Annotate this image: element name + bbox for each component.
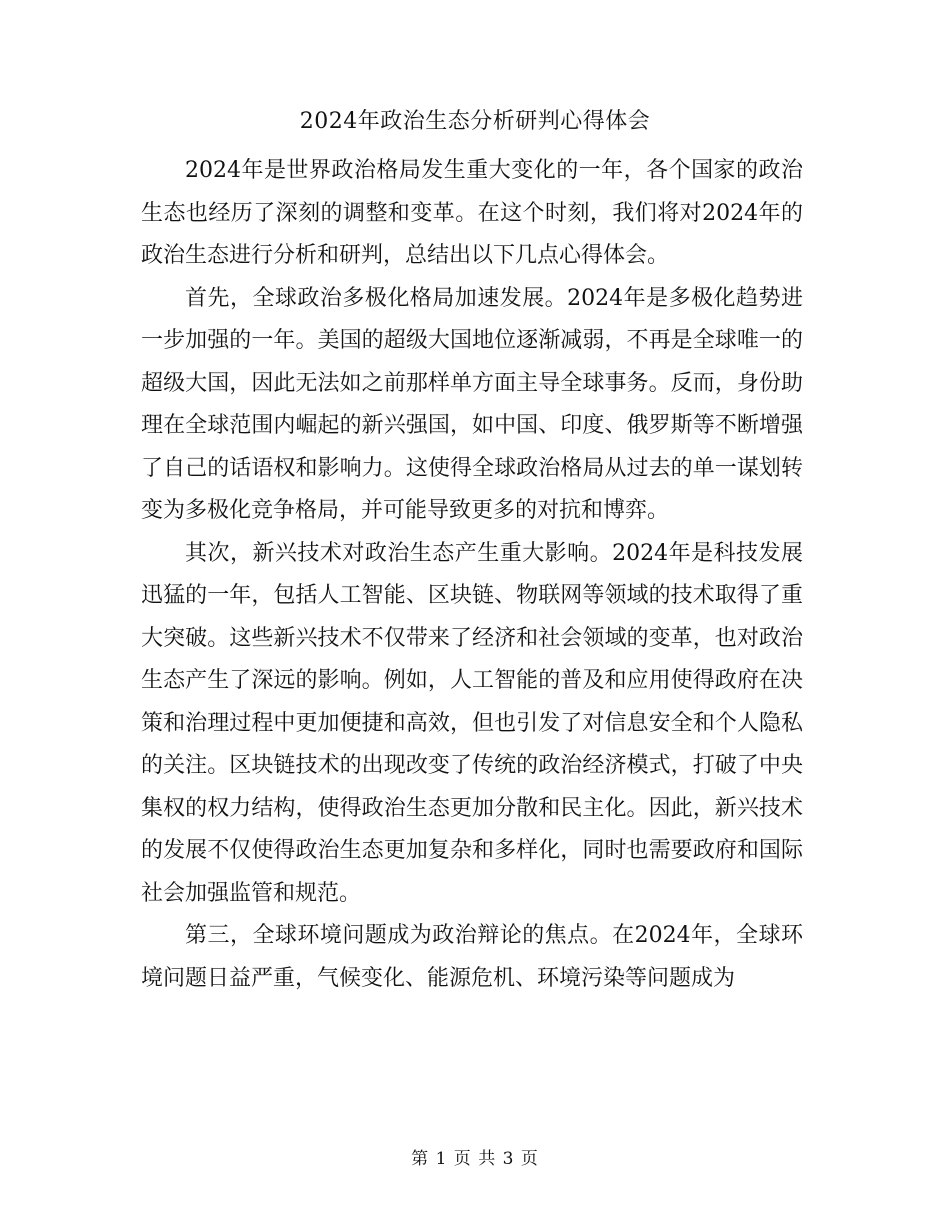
paragraph-intro: 2024年是世界政治格局发生重大变化的一年，各个国家的政治生态也经历了深刻的调整和变革。在这个时刻，我们将对2024年的政治生态进行分析和研判，总结出以下几点心得体会。 (141, 158, 803, 268)
paragraph-multipolarity: 首先，全球政治多极化格局加速发展。2024年是多极化趋势进一步加强的一年。美国的超级大国地位逐渐减弱，不再是全球唯一的超级大国，因此无法如之前那样单方面主导全球事务。反而，身份助理在全球范围内崛起的新兴强国，如中国、印度、俄罗斯等不断增强了自己的话语权和影响力。这使得全球政治格局从过去的单一谋划转变为多极化竞争格局，并可能导致更多的对抗和博弈。 (141, 285, 803, 523)
page-number-footer: 第 1 页 共 3 页 (411, 1149, 539, 1169)
paragraph-environment: 第三，全球环境问题成为政治辩论的焦点。在2024年，全球环境问题日益严重，气候变化、能源危机、环境污染等问题成为 (141, 923, 803, 991)
document-title: 2024年政治生态分析研判心得体会 (299, 109, 651, 134)
document-body (141, 150, 803, 1000)
paragraph-technology: 其次，新兴技术对政治生态产生重大影响。2024年是科技发展迅猛的一年，包括人工智能、区块链、物联网等领域的技术取得了重大突破。这些新兴技术不仅带来了经济和社会领域的变革，也对政治生态产生了深远的影响。例如，人工智能的普及和应用使得政府在决策和治理过程中更加便捷和高效，但也引发了对信息安全和个人隐私的关注。区块链技术的出现改变了传统的政治经济模式，打破了中央集权的权力结构，使得政治生态更加分散和民主化。因此，新兴技术的发展不仅使得政治生态更加复杂和多样化，同时也需要政府和国际社会加强监管和规范。 (141, 540, 803, 906)
